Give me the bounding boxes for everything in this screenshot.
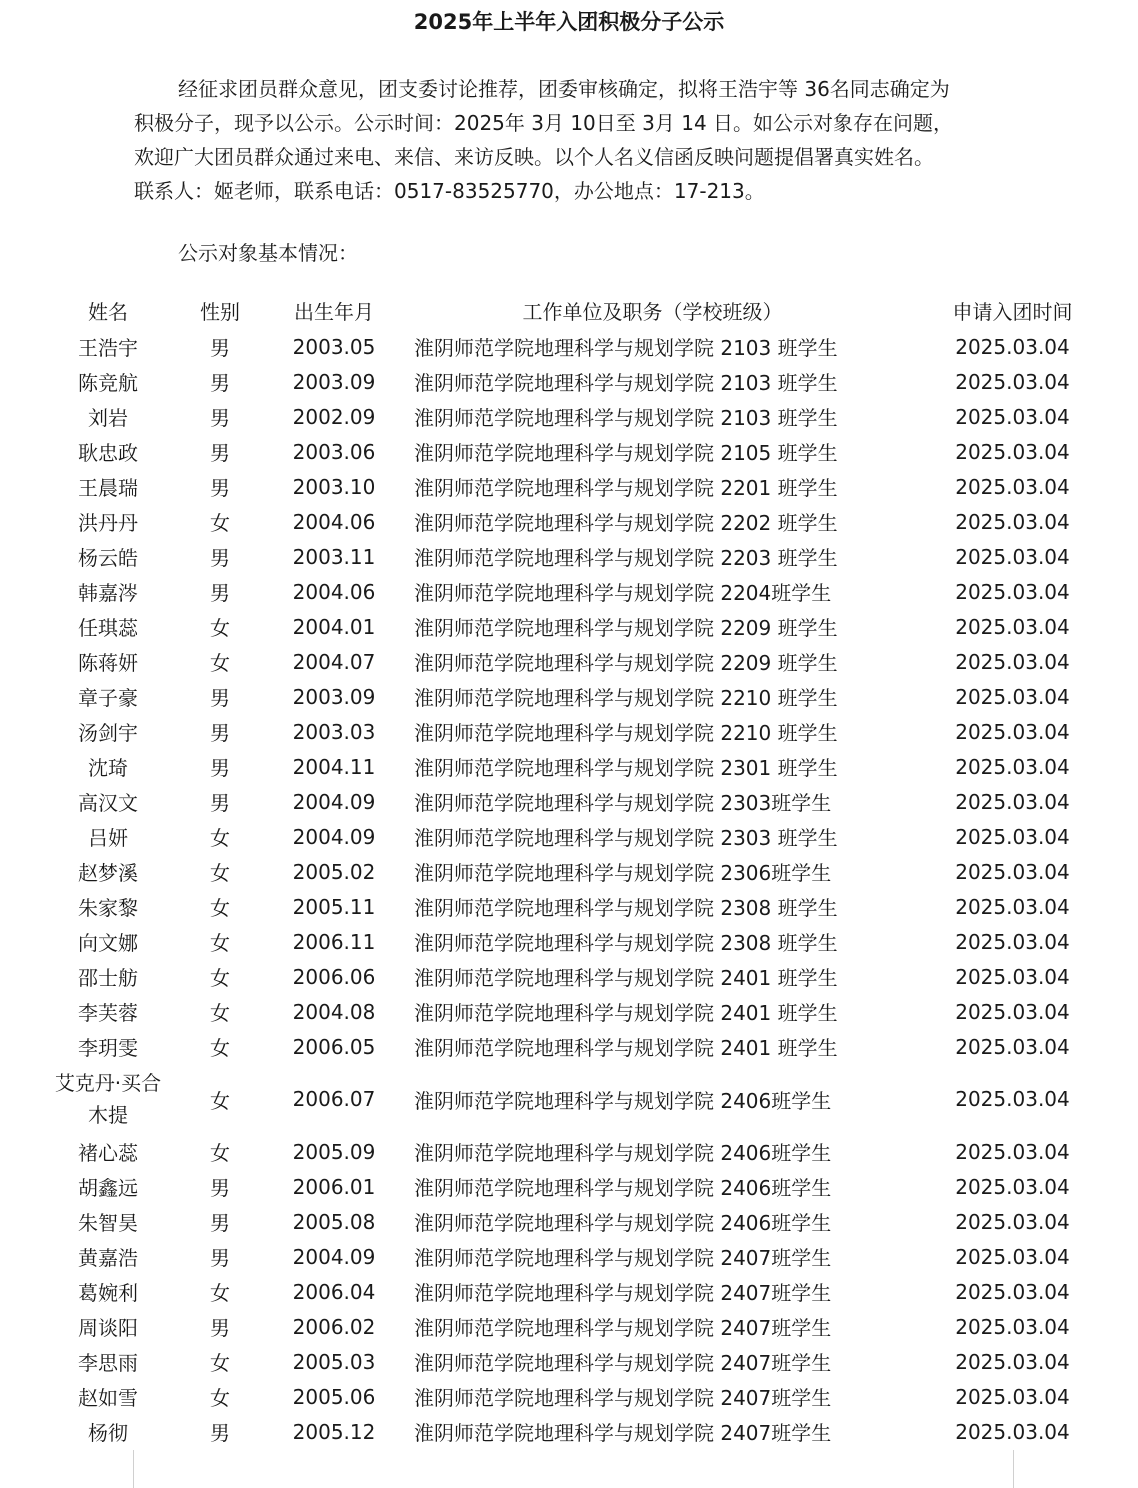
table-row (0, 924, 1138, 959)
table-row (0, 854, 1138, 889)
cell-gender: 女 (210, 1141, 230, 1165)
cell-name: 周谈阳 (78, 1316, 138, 1340)
cell-apply-date: 2025.03.04 (955, 1279, 1070, 1304)
cell-unit: 淮阴师范学院地理科学与规划学院 2406班学生 (414, 1211, 832, 1235)
cell-apply-date: 2025.03.04 (955, 999, 1070, 1024)
cell-apply-date: 2025.03.04 (955, 649, 1070, 674)
header-gender: 性别 (200, 299, 240, 324)
cell-unit: 淮阴师范学院地理科学与规划学院 2401 班学生 (414, 1036, 838, 1060)
notice-line-4: 联系人：姬老师，联系电话：0517-83525770，办公地点：17-213。 (134, 179, 765, 203)
cell-name: 向文娜 (78, 931, 138, 955)
cell-birth: 2006.06 (292, 964, 376, 989)
table-row (0, 994, 1138, 1029)
header-birth: 出生年月 (294, 299, 374, 324)
table-row (0, 1204, 1138, 1239)
cell-gender: 女 (210, 1386, 230, 1410)
table-row (0, 784, 1138, 819)
cell-birth: 2006.05 (292, 1034, 376, 1059)
table-row (0, 1274, 1138, 1309)
table-row (0, 679, 1138, 714)
cell-name: 赵如雪 (78, 1386, 138, 1410)
cell-gender: 女 (210, 1351, 230, 1375)
cell-unit: 淮阴师范学院地理科学与规划学院 2103 班学生 (414, 371, 838, 395)
cell-unit: 淮阴师范学院地理科学与规划学院 2406班学生 (414, 1088, 832, 1113)
table-row (0, 504, 1138, 539)
cell-birth: 2003.09 (292, 369, 376, 394)
page-edge-left (133, 1450, 134, 1488)
cell-name: 葛婉利 (78, 1281, 138, 1305)
cell-name: 刘岩 (88, 406, 128, 430)
cell-unit: 淮阴师范学院地理科学与规划学院 2209 班学生 (414, 651, 838, 675)
table-row (0, 1344, 1138, 1379)
cell-gender: 男 (210, 406, 230, 430)
header-name: 姓名 (88, 299, 128, 324)
cell-apply-date: 2025.03.04 (955, 1384, 1070, 1409)
table-body (0, 329, 1138, 1449)
table-row (0, 644, 1138, 679)
cell-gender: 男 (210, 336, 230, 360)
cell-apply-date: 2025.03.04 (955, 474, 1070, 499)
cell-birth: 2004.06 (292, 509, 376, 534)
cell-gender: 男 (210, 476, 230, 500)
table-row (0, 364, 1138, 399)
notice-line-2: 积极分子，现予以公示。公示时间：2025年 3月 10日至 3月 14 日。如公示对象存在问题， (134, 111, 954, 135)
cell-name: 邵士舫 (78, 966, 138, 990)
cell-apply-date: 2025.03.04 (955, 859, 1070, 884)
cell-apply-date: 2025.03.04 (955, 1139, 1070, 1164)
table-row (0, 1134, 1138, 1169)
header-unit: 工作单位及职务（学校班级） (522, 299, 783, 324)
cell-unit: 淮阴师范学院地理科学与规划学院 2209 班学生 (414, 616, 838, 640)
cell-apply-date: 2025.03.04 (955, 1209, 1070, 1234)
cell-unit: 淮阴师范学院地理科学与规划学院 2406班学生 (414, 1176, 832, 1200)
cell-apply-date: 2025.03.04 (955, 544, 1070, 569)
cell-unit: 淮阴师范学院地理科学与规划学院 2303班学生 (414, 791, 832, 815)
table-row (0, 1309, 1138, 1344)
cell-gender: 男 (210, 1246, 230, 1270)
cell-gender: 男 (210, 686, 230, 710)
cell-birth: 2003.05 (292, 334, 376, 359)
cell-gender: 男 (210, 546, 230, 570)
cell-name: 朱家黎 (78, 896, 138, 920)
cell-gender: 女 (210, 1036, 230, 1060)
table-row (0, 329, 1138, 364)
cell-name: 王晨瑞 (78, 476, 138, 500)
cell-apply-date: 2025.03.04 (955, 579, 1070, 604)
cell-name: 李玥雯 (78, 1036, 138, 1060)
cell-gender: 女 (210, 826, 230, 850)
cell-gender: 男 (210, 371, 230, 395)
cell-gender: 男 (210, 1211, 230, 1235)
cell-name: 陈蒋妍 (78, 651, 138, 675)
cell-birth: 2005.12 (292, 1419, 376, 1444)
cell-unit: 淮阴师范学院地理科学与规划学院 2407班学生 (414, 1351, 832, 1375)
cell-apply-date: 2025.03.04 (955, 684, 1070, 709)
cell-unit: 淮阴师范学院地理科学与规划学院 2202 班学生 (414, 511, 838, 535)
cell-apply-date: 2025.03.04 (955, 964, 1070, 989)
cell-gender: 女 (210, 616, 230, 640)
table-row (0, 434, 1138, 469)
cell-gender: 男 (210, 721, 230, 745)
cell-unit: 淮阴师范学院地理科学与规划学院 2406班学生 (414, 1141, 832, 1165)
cell-unit: 淮阴师范学院地理科学与规划学院 2401 班学生 (414, 1001, 838, 1025)
cell-apply-date: 2025.03.04 (955, 894, 1070, 919)
cell-unit: 淮阴师范学院地理科学与规划学院 2401 班学生 (414, 966, 838, 990)
cell-gender: 女 (210, 1001, 230, 1025)
page-title: 2025年上半年入团积极分子公示 (413, 10, 725, 34)
cell-name: 黄嘉浩 (78, 1246, 138, 1270)
cell-name: 李思雨 (78, 1351, 138, 1375)
table-row (0, 609, 1138, 644)
table-row (0, 714, 1138, 749)
cell-name: 杨云皓 (78, 546, 138, 570)
cell-birth: 2004.09 (292, 1244, 376, 1269)
cell-apply-date: 2025.03.04 (955, 1349, 1070, 1374)
cell-apply-date: 2025.03.04 (955, 1314, 1070, 1339)
cell-unit: 淮阴师范学院地理科学与规划学院 2204班学生 (414, 581, 832, 605)
table-header (0, 293, 1138, 327)
cell-birth: 2004.08 (292, 999, 376, 1024)
notice-line-1: 经征求团员群众意见，团支委讨论推荐，团委审核确定，拟将王浩宇等 36名同志确定为 (178, 77, 950, 101)
cell-gender: 男 (210, 756, 230, 780)
cell-birth: 2004.01 (292, 614, 376, 639)
cell-birth: 2004.06 (292, 579, 376, 604)
cell-name: 艾克丹·买合木提 (54, 1071, 162, 1127)
cell-name: 汤剑宇 (78, 721, 138, 745)
cell-unit: 淮阴师范学院地理科学与规划学院 2201 班学生 (414, 476, 838, 500)
table-row (0, 1239, 1138, 1274)
cell-gender: 男 (210, 1176, 230, 1200)
cell-birth: 2006.02 (292, 1314, 376, 1339)
cell-name: 高汉文 (78, 791, 138, 815)
cell-gender: 女 (210, 896, 230, 920)
cell-birth: 2006.07 (292, 1087, 376, 1111)
cell-apply-date: 2025.03.04 (955, 789, 1070, 814)
table-row (0, 469, 1138, 504)
cell-gender: 男 (210, 1421, 230, 1445)
cell-apply-date: 2025.03.04 (955, 754, 1070, 779)
table-row (0, 889, 1138, 924)
cell-birth: 2003.10 (292, 474, 376, 499)
cell-unit: 淮阴师范学院地理科学与规划学院 2105 班学生 (414, 441, 838, 465)
cell-name: 胡鑫远 (78, 1176, 138, 1200)
cell-apply-date: 2025.03.04 (955, 369, 1070, 394)
cell-unit: 淮阴师范学院地理科学与规划学院 2203 班学生 (414, 546, 838, 570)
cell-name: 韩嘉涔 (78, 581, 138, 605)
cell-gender: 男 (210, 441, 230, 465)
cell-unit: 淮阴师范学院地理科学与规划学院 2303 班学生 (414, 826, 838, 850)
table-row (0, 539, 1138, 574)
cell-birth: 2005.08 (292, 1209, 376, 1234)
cell-birth: 2002.09 (292, 404, 376, 429)
cell-unit: 淮阴师范学院地理科学与规划学院 2407班学生 (414, 1421, 832, 1445)
cell-birth: 2005.11 (292, 894, 376, 919)
cell-gender: 女 (210, 651, 230, 675)
cell-name: 耿忠政 (78, 441, 138, 465)
cell-birth: 2006.01 (292, 1174, 376, 1199)
cell-apply-date: 2025.03.04 (955, 1034, 1070, 1059)
cell-apply-date: 2025.03.04 (955, 404, 1070, 429)
cell-apply-date: 2025.03.04 (955, 614, 1070, 639)
cell-unit: 淮阴师范学院地理科学与规划学院 2308 班学生 (414, 896, 838, 920)
cell-birth: 2003.06 (292, 439, 376, 464)
table-row (0, 1169, 1138, 1204)
cell-gender: 女 (210, 861, 230, 885)
cell-birth: 2005.03 (292, 1349, 376, 1374)
cell-name: 沈琦 (88, 756, 128, 780)
cell-unit: 淮阴师范学院地理科学与规划学院 2210 班学生 (414, 686, 838, 710)
cell-birth: 2006.11 (292, 929, 376, 954)
table-row (0, 1029, 1138, 1064)
table-row (0, 399, 1138, 434)
page-edge-right (1013, 1450, 1014, 1488)
table-intro: 公示对象基本情况： (178, 241, 358, 265)
table-row (0, 819, 1138, 854)
cell-unit: 淮阴师范学院地理科学与规划学院 2407班学生 (414, 1246, 832, 1270)
cell-unit: 淮阴师范学院地理科学与规划学院 2306班学生 (414, 861, 832, 885)
cell-apply-date: 2025.03.04 (955, 719, 1070, 744)
cell-birth: 2004.11 (292, 754, 376, 779)
table-row (0, 1414, 1138, 1449)
cell-unit: 淮阴师范学院地理科学与规划学院 2407班学生 (414, 1386, 832, 1410)
cell-name: 赵梦溪 (78, 861, 138, 885)
cell-name: 洪丹丹 (78, 511, 138, 535)
cell-birth: 2003.11 (292, 544, 376, 569)
notice-line-3: 欢迎广大团员群众通过来电、来信、来访反映。以个人名义信函反映问题提倡署真实姓名。 (134, 145, 934, 169)
cell-unit: 淮阴师范学院地理科学与规划学院 2407班学生 (414, 1281, 832, 1305)
cell-name: 杨彻 (88, 1421, 128, 1445)
notice-paragraph (134, 72, 1034, 208)
cell-unit: 淮阴师范学院地理科学与规划学院 2301 班学生 (414, 756, 838, 780)
cell-birth: 2003.03 (292, 719, 376, 744)
cell-apply-date: 2025.03.04 (955, 1419, 1070, 1444)
cell-apply-date: 2025.03.04 (955, 824, 1070, 849)
header-apply-date: 申请入团时间 (952, 299, 1073, 324)
cell-name: 褚心蕊 (78, 1141, 138, 1165)
cell-birth: 2004.09 (292, 789, 376, 814)
cell-gender: 女 (210, 511, 230, 535)
cell-birth: 2005.06 (292, 1384, 376, 1409)
cell-name: 朱智昊 (78, 1211, 138, 1235)
cell-unit: 淮阴师范学院地理科学与规划学院 2103 班学生 (414, 336, 838, 360)
cell-gender: 女 (210, 966, 230, 990)
cell-gender: 男 (210, 1316, 230, 1340)
table-row (0, 959, 1138, 994)
cell-name: 吕妍 (88, 826, 128, 850)
cell-apply-date: 2025.03.04 (955, 439, 1070, 464)
cell-unit: 淮阴师范学院地理科学与规划学院 2103 班学生 (414, 406, 838, 430)
cell-birth: 2006.04 (292, 1279, 376, 1304)
cell-birth: 2005.02 (292, 859, 376, 884)
cell-name: 王浩宇 (78, 336, 138, 360)
cell-name: 陈竞航 (78, 371, 138, 395)
cell-name: 任琪蕊 (78, 616, 138, 640)
table-row (0, 749, 1138, 784)
cell-name: 李芙蓉 (78, 1001, 138, 1025)
cell-apply-date: 2025.03.04 (955, 929, 1070, 954)
cell-unit: 淮阴师范学院地理科学与规划学院 2210 班学生 (414, 721, 838, 745)
cell-birth: 2005.09 (292, 1139, 376, 1164)
cell-unit: 淮阴师范学院地理科学与规划学院 2308 班学生 (414, 931, 838, 955)
cell-birth: 2003.09 (292, 684, 376, 709)
cell-gender: 男 (210, 581, 230, 605)
cell-apply-date: 2025.03.04 (955, 334, 1070, 359)
cell-apply-date: 2025.03.04 (955, 1087, 1070, 1111)
cell-apply-date: 2025.03.04 (955, 1174, 1070, 1199)
cell-gender: 女 (210, 1281, 230, 1305)
table-row (0, 1064, 1138, 1134)
cell-apply-date: 2025.03.04 (955, 509, 1070, 534)
cell-unit: 淮阴师范学院地理科学与规划学院 2407班学生 (414, 1316, 832, 1340)
cell-name: 章子豪 (78, 686, 138, 710)
table-row (0, 1379, 1138, 1414)
cell-birth: 2004.09 (292, 824, 376, 849)
cell-gender: 女 (210, 931, 230, 955)
cell-gender: 女 (210, 1088, 230, 1113)
table-row (0, 574, 1138, 609)
cell-birth: 2004.07 (292, 649, 376, 674)
cell-apply-date: 2025.03.04 (955, 1244, 1070, 1269)
cell-gender: 男 (210, 791, 230, 815)
